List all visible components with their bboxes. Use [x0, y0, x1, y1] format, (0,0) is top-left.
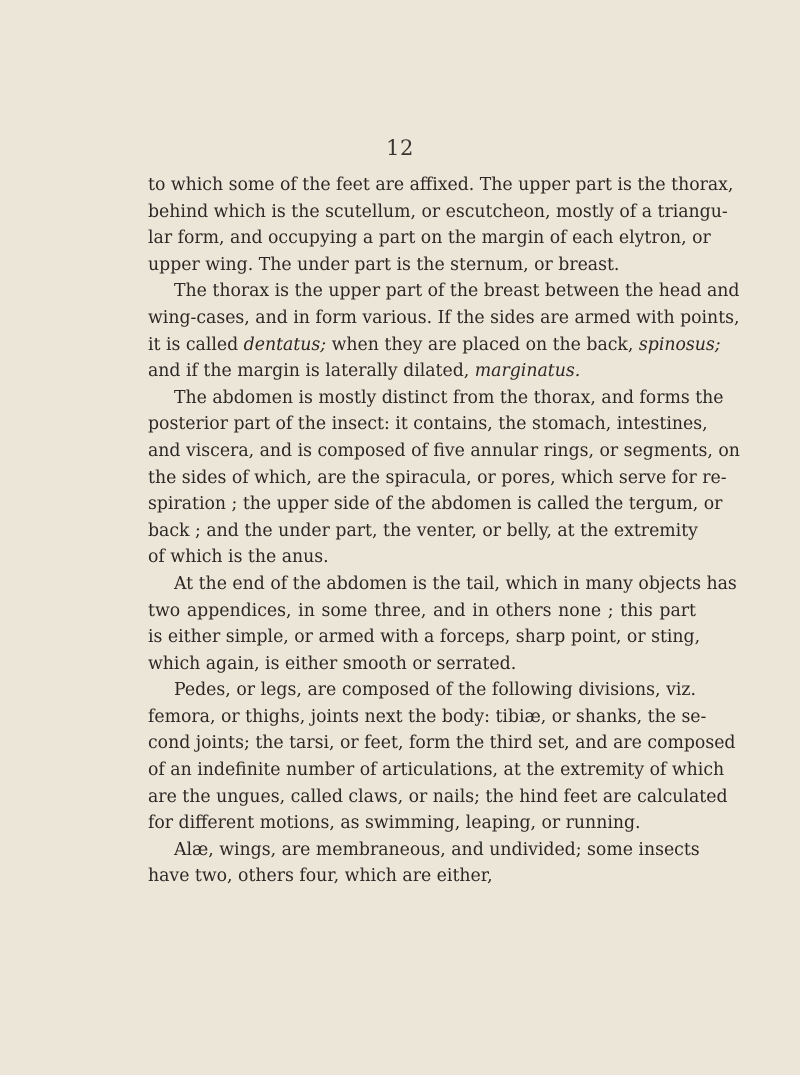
text-line: [148, 225, 711, 252]
text-run: two appendices, in some three, and in others none ; this part: [148, 600, 696, 621]
text-run: and viscera, and is composed of five annular rings, or segments, on: [148, 440, 740, 461]
text-line: [148, 863, 696, 890]
text-run: Pedes, or legs, are composed of the following divisions, viz.: [174, 680, 696, 701]
text-run: spiration ; the upper side of the abdomen is called the tergum, or: [148, 494, 723, 515]
text-run: and if the margin is laterally dilated,: [148, 361, 475, 382]
text-line: [148, 784, 728, 811]
text-line: [148, 704, 707, 731]
body-text: [148, 172, 740, 890]
text-run: femora, or thighs, joints next the body: tibiæ, or shanks, the se-: [148, 706, 707, 727]
text-line: [148, 730, 736, 757]
text-line: [148, 757, 725, 784]
text-line: [148, 624, 701, 651]
text-line: [148, 332, 721, 359]
text-run: which again, is either smooth or serrated.: [148, 653, 517, 674]
text-line: [148, 172, 734, 199]
text-line: [148, 651, 696, 678]
text-run-italic: dentatus;: [243, 334, 327, 355]
text-line: [148, 438, 740, 465]
text-line: [148, 810, 696, 837]
text-run: upper wing. The under part is the sternum, or breast.: [148, 254, 620, 275]
page-number: 12: [386, 136, 414, 160]
text-run-italic: marginatus.: [474, 361, 581, 382]
text-line: [148, 491, 723, 518]
text-line: [148, 544, 696, 571]
text-run: cond joints; the tarsi, or feet, form the third set, and are composed: [148, 733, 736, 754]
text-run: is either simple, or armed with a forceps, sharp point, or sting,: [148, 627, 701, 648]
text-run-italic: spinosus;: [638, 334, 721, 355]
text-run: when they are placed on the back,: [326, 334, 639, 355]
text-run: it is called: [148, 334, 244, 355]
text-line: [148, 837, 700, 864]
text-run: Alæ, wings, are membraneous, and undivided; some insects: [174, 839, 700, 860]
text-line: [148, 199, 728, 226]
text-line: [148, 677, 696, 704]
text-run: lar form, and occupying a part on the margin of each elytron, or: [148, 228, 711, 249]
text-line: [148, 358, 696, 385]
text-line: [148, 518, 696, 545]
text-run: the sides of which, are the spiracula, or pores, which serve for re-: [148, 467, 727, 488]
text-run: to which some of the feet are affixed. The upper part is the thorax,: [148, 175, 734, 195]
text-line: [148, 305, 740, 332]
text-line: [148, 252, 696, 279]
text-line: [148, 598, 696, 625]
text-run: for different motions, as swimming, leaping, or running.: [148, 813, 641, 834]
text-run: posterior part of the insect: it contains, the stomach, intestines,: [148, 414, 708, 435]
text-line: [148, 385, 724, 412]
text-run: have two, others four, which are either,: [148, 866, 493, 887]
text-run: of an indefinite number of articulations, at the extremity of which: [148, 760, 725, 781]
text-line: [148, 571, 737, 598]
text-line: [148, 411, 708, 438]
text-run: of which is the anus.: [148, 547, 329, 568]
text-line: [148, 465, 727, 492]
text-run: At the end of the abdomen is the tail, which in many objects has: [174, 573, 737, 594]
text-run: The thorax is the upper part of the breast between the head and: [174, 281, 740, 302]
text-run: are the ungues, called claws, or nails; the hind feet are calculated: [148, 786, 728, 807]
text-run: The abdomen is mostly distinct from the thorax, and forms the: [174, 387, 724, 408]
text-run: wing-cases, and in form various. If the sides are armed with points,: [148, 307, 740, 328]
text-line: [148, 278, 740, 305]
text-run: back ; and the under part, the venter, or belly, at the extremity: [148, 520, 698, 541]
text-run: behind which is the scutellum, or escutcheon, mostly of a triangu-: [148, 201, 728, 222]
